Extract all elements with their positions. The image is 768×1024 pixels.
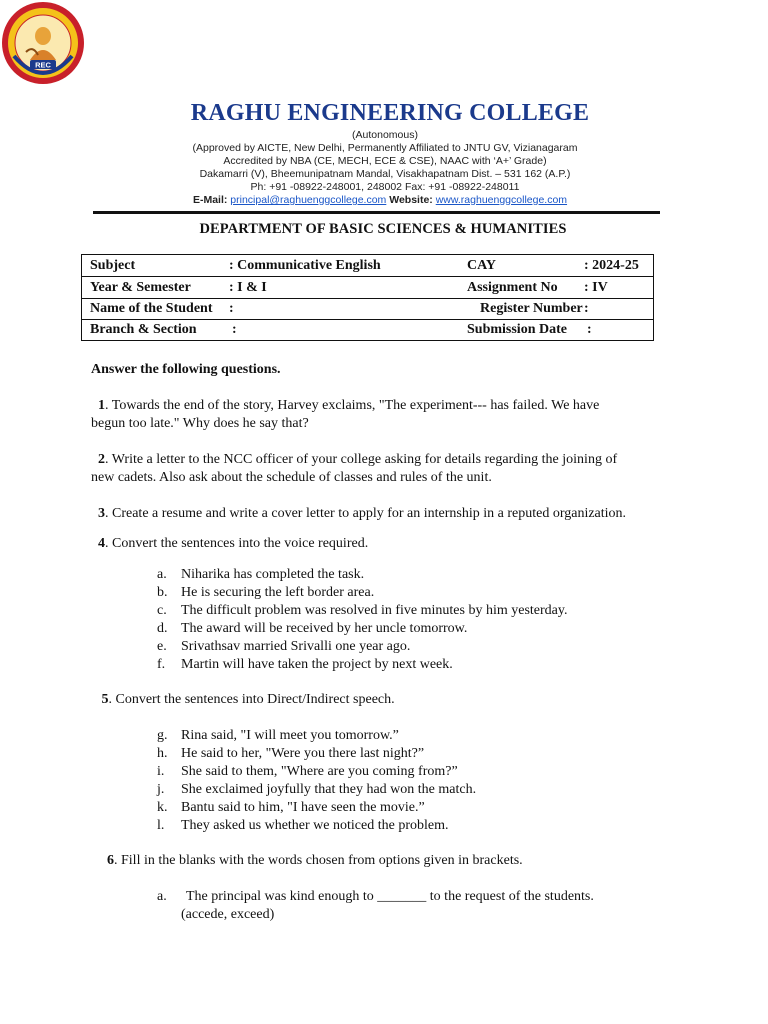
table-row bbox=[82, 298, 653, 320]
item-marker: b. bbox=[157, 585, 168, 600]
submission-date-value: : bbox=[587, 322, 592, 337]
header-divider bbox=[93, 211, 660, 214]
item-text: The difficult problem was resolved in five minutes by him yesterday. bbox=[181, 603, 568, 618]
table-row bbox=[82, 319, 653, 341]
cay-label: CAY bbox=[467, 258, 497, 273]
item-marker: j. bbox=[157, 782, 165, 797]
register-number-label: Register Number bbox=[480, 301, 583, 316]
question-1 bbox=[91, 397, 599, 433]
question-text: . Create a resume and write a cover letter to apply for an internship in a reputed organization. bbox=[105, 506, 627, 521]
question-text: begun too late." Why does he say that? bbox=[91, 416, 309, 431]
question-text: new cadets. Also ask about the schedule of classes and rules of the unit. bbox=[91, 470, 492, 485]
question-number: 5 bbox=[101, 692, 109, 707]
item-marker: a. bbox=[157, 889, 167, 904]
branch-section-value: : bbox=[232, 322, 237, 337]
question-4 bbox=[91, 535, 368, 553]
item-text: She exclaimed joyfully that they had won the match. bbox=[181, 782, 477, 797]
question-number: 4 bbox=[98, 536, 105, 551]
item-marker: c. bbox=[157, 603, 167, 618]
branch-section-label: Branch & Section bbox=[90, 322, 197, 337]
cay-value: : 2024-25 bbox=[584, 258, 639, 273]
table-row bbox=[82, 277, 653, 299]
contact-line bbox=[150, 194, 610, 206]
logo-text: REC bbox=[35, 60, 51, 70]
item-text: Srivathsav married Srivalli one year ago. bbox=[181, 639, 411, 654]
question-number: 3 bbox=[98, 506, 105, 521]
item-marker: h. bbox=[157, 746, 168, 761]
email-link[interactable]: principal@raghuenggcollege.com bbox=[230, 194, 387, 206]
year-semester-label: Year & Semester bbox=[90, 280, 191, 295]
item-marker: i. bbox=[157, 764, 165, 779]
item-text: They asked us whether we noticed the problem. bbox=[181, 818, 449, 833]
question-text: . Convert the sentences into Direct/Indirect speech. bbox=[108, 692, 395, 707]
student-name-label: Name of the Student bbox=[90, 301, 213, 316]
college-name: RAGHU ENGINEERING COLLEGE bbox=[190, 100, 590, 126]
subject-value: : Communicative English bbox=[229, 258, 381, 273]
submission-date-label: Submission Date bbox=[467, 322, 567, 337]
item-marker: g. bbox=[157, 728, 168, 743]
item-marker: a. bbox=[157, 567, 167, 582]
question-6 bbox=[107, 852, 523, 870]
question-number: 2 bbox=[98, 452, 105, 467]
address: Dakamarri (V), Bheemunipatnam Mandal, Visakhapatnam Dist. – 531 162 (A.P.) bbox=[199, 168, 571, 180]
question-3 bbox=[91, 505, 626, 523]
item-text: Niharika has completed the task. bbox=[181, 567, 365, 582]
question-5 bbox=[91, 691, 395, 709]
item-marker: f. bbox=[157, 657, 166, 672]
question-text: . Convert the sentences into the voice required. bbox=[105, 536, 369, 551]
question-number: 1 bbox=[98, 398, 105, 413]
item-marker: l. bbox=[157, 818, 165, 833]
subject-label: Subject bbox=[90, 258, 136, 273]
question-number: 6 bbox=[107, 853, 114, 868]
email-label: E-Mail: bbox=[192, 194, 231, 206]
website-link[interactable]: www.raghuenggcollege.com bbox=[435, 194, 568, 206]
accreditation-note: Accredited by NBA (CE, MECH, ECE & CSE), NAAC with ‘A+’ Grade) bbox=[223, 155, 547, 167]
item-text: He is securing the left border area. bbox=[181, 585, 375, 600]
student-name-value: : bbox=[229, 301, 234, 316]
item-text: Rina said, "I will meet you tomorrow.” bbox=[181, 728, 399, 743]
item-text: The principal was kind enough to _______ to the request of the students. bbox=[186, 889, 594, 904]
question-2 bbox=[91, 451, 617, 487]
item-text: Bantu said to him, "I have seen the movie.” bbox=[181, 800, 425, 815]
item-text: She said to them, "Where are you coming from?” bbox=[181, 764, 458, 779]
question-text: . Fill in the blanks with the words chosen from options given in brackets. bbox=[114, 853, 523, 868]
table-row bbox=[82, 255, 653, 277]
question-text: . Write a letter to the NCC officer of your college asking for details regarding the joining of bbox=[105, 452, 618, 467]
website-label: Website: bbox=[386, 194, 436, 206]
autonomous-note: (Autonomous) bbox=[352, 129, 418, 141]
item-text: Martin will have taken the project by next week. bbox=[181, 657, 453, 672]
department-title: DEPARTMENT OF BASIC SCIENCES & HUMANITIES bbox=[199, 221, 567, 237]
instructions: Answer the following questions. bbox=[91, 362, 281, 377]
phone-fax: Ph: +91 -08922-248001, 248002 Fax: +91 -08922-248011 bbox=[250, 181, 520, 193]
year-semester-value: : I & I bbox=[229, 280, 267, 295]
item-text: He said to her, "Were you there last night?” bbox=[181, 746, 425, 761]
item-text: The award will be received by her uncle tomorrow. bbox=[181, 621, 468, 636]
item-options: (accede, exceed) bbox=[181, 907, 275, 922]
assignment-no-label: Assignment No bbox=[467, 280, 558, 295]
assignment-no-value: : IV bbox=[584, 280, 608, 295]
college-logo bbox=[0, 0, 86, 86]
item-marker: d. bbox=[157, 621, 168, 636]
question-text: . Towards the end of the story, Harvey exclaims, "The experiment--- has failed. We have bbox=[105, 398, 600, 413]
item-marker: e. bbox=[157, 639, 167, 654]
register-number-value: : bbox=[584, 301, 589, 316]
student-info-table bbox=[81, 254, 654, 341]
item-marker: k. bbox=[157, 800, 168, 815]
approval-note: (Approved by AICTE, New Delhi, Permanently Affiliated to JNTU GV, Vizianagaram bbox=[192, 142, 578, 154]
